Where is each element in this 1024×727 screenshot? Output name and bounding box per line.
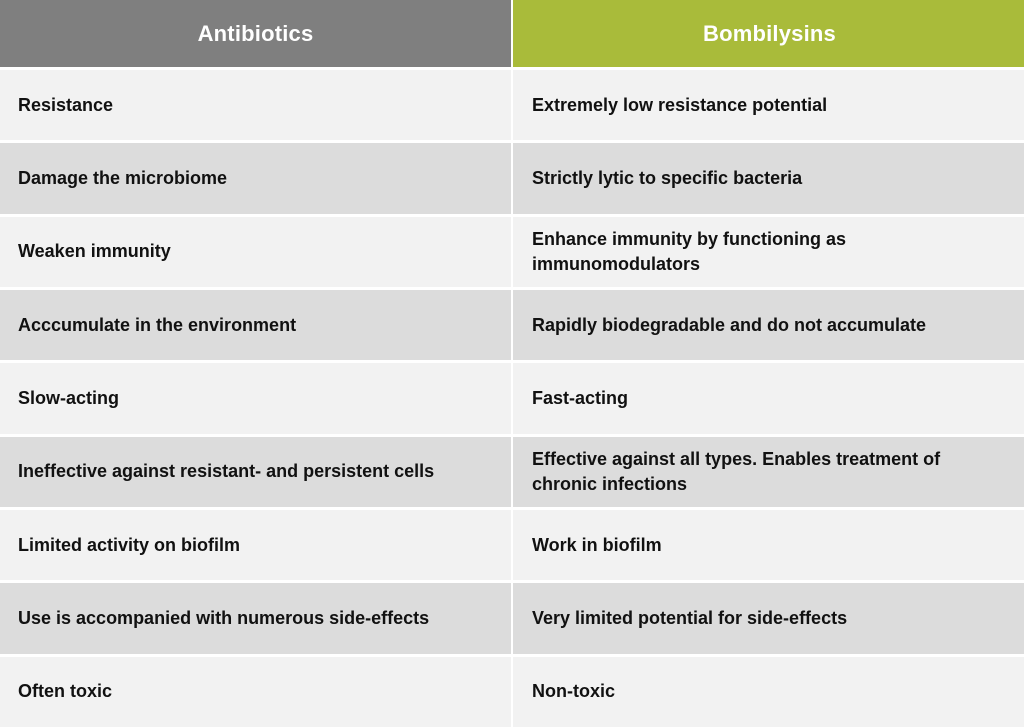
- cell-bombilysins-8: Very limited potential for side-effects: [513, 583, 1024, 653]
- cell-bombilysins-1: Extremely low resistance potential: [513, 70, 1024, 140]
- cell-antibiotics-2: Damage the microbiome: [0, 143, 511, 213]
- cell-antibiotics-9: Often toxic: [0, 657, 511, 727]
- cell-antibiotics-5: Slow-acting: [0, 363, 511, 433]
- cell-bombilysins-4: Rapidly biodegradable and do not accumulate: [513, 290, 1024, 360]
- header-bombilysins: Bombilysins: [513, 0, 1024, 67]
- cell-bombilysins-6: Effective against all types. Enables treatment of chronic infections: [513, 437, 1024, 507]
- cell-antibiotics-4: Acccumulate in the environment: [0, 290, 511, 360]
- cell-bombilysins-2: Strictly lytic to specific bacteria: [513, 143, 1024, 213]
- cell-bombilysins-7: Work in biofilm: [513, 510, 1024, 580]
- cell-antibiotics-3: Weaken immunity: [0, 217, 511, 287]
- cell-antibiotics-1: Resistance: [0, 70, 511, 140]
- cell-antibiotics-6: Ineffective against resistant- and persistent cells: [0, 437, 511, 507]
- header-antibiotics: Antibiotics: [0, 0, 511, 67]
- cell-bombilysins-9: Non-toxic: [513, 657, 1024, 727]
- cell-antibiotics-7: Limited activity on biofilm: [0, 510, 511, 580]
- cell-antibiotics-8: Use is accompanied with numerous side-effects: [0, 583, 511, 653]
- cell-bombilysins-5: Fast-acting: [513, 363, 1024, 433]
- cell-bombilysins-3: Enhance immunity by functioning as immunomodulators: [513, 217, 1024, 287]
